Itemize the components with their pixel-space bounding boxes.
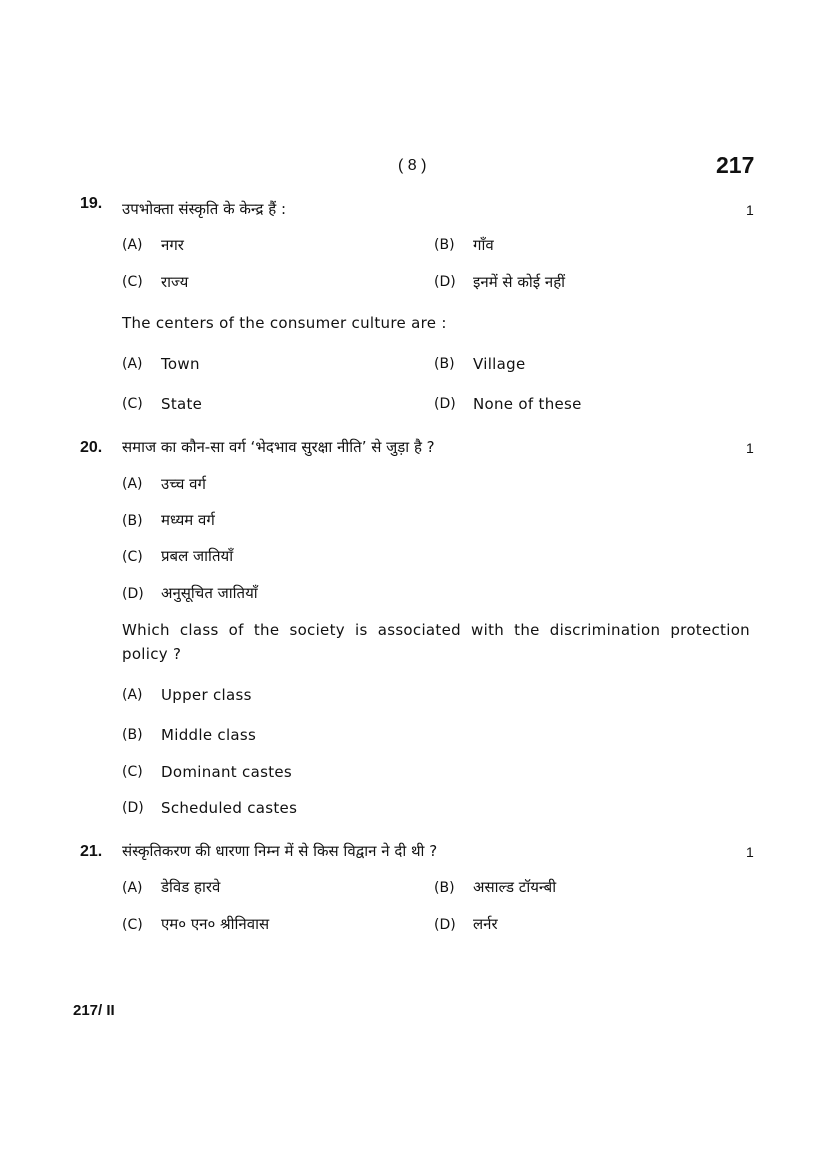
paper-code: 217 <box>716 152 755 178</box>
option-label: (A) <box>122 687 143 703</box>
question-text-hindi: संस्कृतिकरण की धारणा निम्न में से किस विद्वान ने दी थी ? <box>122 842 438 860</box>
option-label: (D) <box>434 274 456 290</box>
question-text-english: The centers of the consumer culture are : <box>122 314 447 332</box>
option-label: (C) <box>122 274 143 290</box>
option-text-english: Upper class <box>161 686 252 704</box>
question-number: 20. <box>80 439 103 456</box>
option-text-hindi: अनुसूचित जातियाँ <box>161 584 258 602</box>
option-text-hindi: मध्यम वर्ग <box>161 511 215 529</box>
option-text-hindi: नगर <box>161 236 184 254</box>
question-text-hindi: समाज का कौन-सा वर्ग ‘भेदभाव सुरक्षा नीति’ से जुड़ा है ? <box>122 438 435 456</box>
question-text-english: Which class of the society is associated with the discrimination protection policy ? <box>122 621 750 663</box>
option-label: (C) <box>122 549 143 565</box>
option-label: (B) <box>434 880 455 896</box>
option-text-hindi: राज्य <box>161 273 189 291</box>
option-label: (A) <box>122 356 143 372</box>
option-label: (D) <box>434 917 456 933</box>
option-label: (D) <box>434 396 456 412</box>
option-text-english: Scheduled castes <box>161 799 298 817</box>
question-text-hindi: उपभोक्ता संस्कृति के केन्द्र हैं : <box>122 200 287 218</box>
option-label: (B) <box>122 513 143 529</box>
option-text-english: Village <box>473 355 526 373</box>
option-label: (A) <box>122 476 143 492</box>
option-text-hindi: असाल्ड टॉयन्बी <box>473 878 557 896</box>
page-number: ( 8 ) <box>398 157 427 174</box>
option-label: (B) <box>434 356 455 372</box>
option-label: (A) <box>122 880 143 896</box>
question-number: 21. <box>80 843 103 860</box>
question-marks: 1 <box>746 844 754 860</box>
option-label: (C) <box>122 917 143 933</box>
question-number: 19. <box>80 195 103 212</box>
question-marks: 1 <box>746 440 754 456</box>
option-text-english: Middle class <box>161 726 257 744</box>
option-label: (C) <box>122 764 143 780</box>
option-text-english: Town <box>161 355 200 373</box>
option-text-hindi: इनमें से कोई नहीं <box>473 273 566 291</box>
option-text-hindi: उच्च वर्ग <box>161 475 206 493</box>
option-label: (D) <box>122 586 144 602</box>
option-text-english: Dominant castes <box>161 763 293 781</box>
option-label: (C) <box>122 396 143 412</box>
option-label: (B) <box>122 727 143 743</box>
option-text-hindi: लर्नर <box>473 915 498 933</box>
option-label: (D) <box>122 800 144 816</box>
option-text-hindi: प्रबल जातियाँ <box>161 547 234 565</box>
option-text-hindi: डेविड हारवे <box>161 878 221 896</box>
option-label: (B) <box>434 237 455 253</box>
option-text-english: State <box>161 395 203 413</box>
option-text-english: None of these <box>473 395 582 413</box>
option-label: (A) <box>122 237 143 253</box>
option-text-hindi: एम० एन० श्रीनिवास <box>161 915 270 933</box>
question-marks: 1 <box>746 202 754 218</box>
footer-paper-code: 217/ II <box>73 1002 115 1019</box>
option-text-hindi: गाँव <box>473 236 494 254</box>
